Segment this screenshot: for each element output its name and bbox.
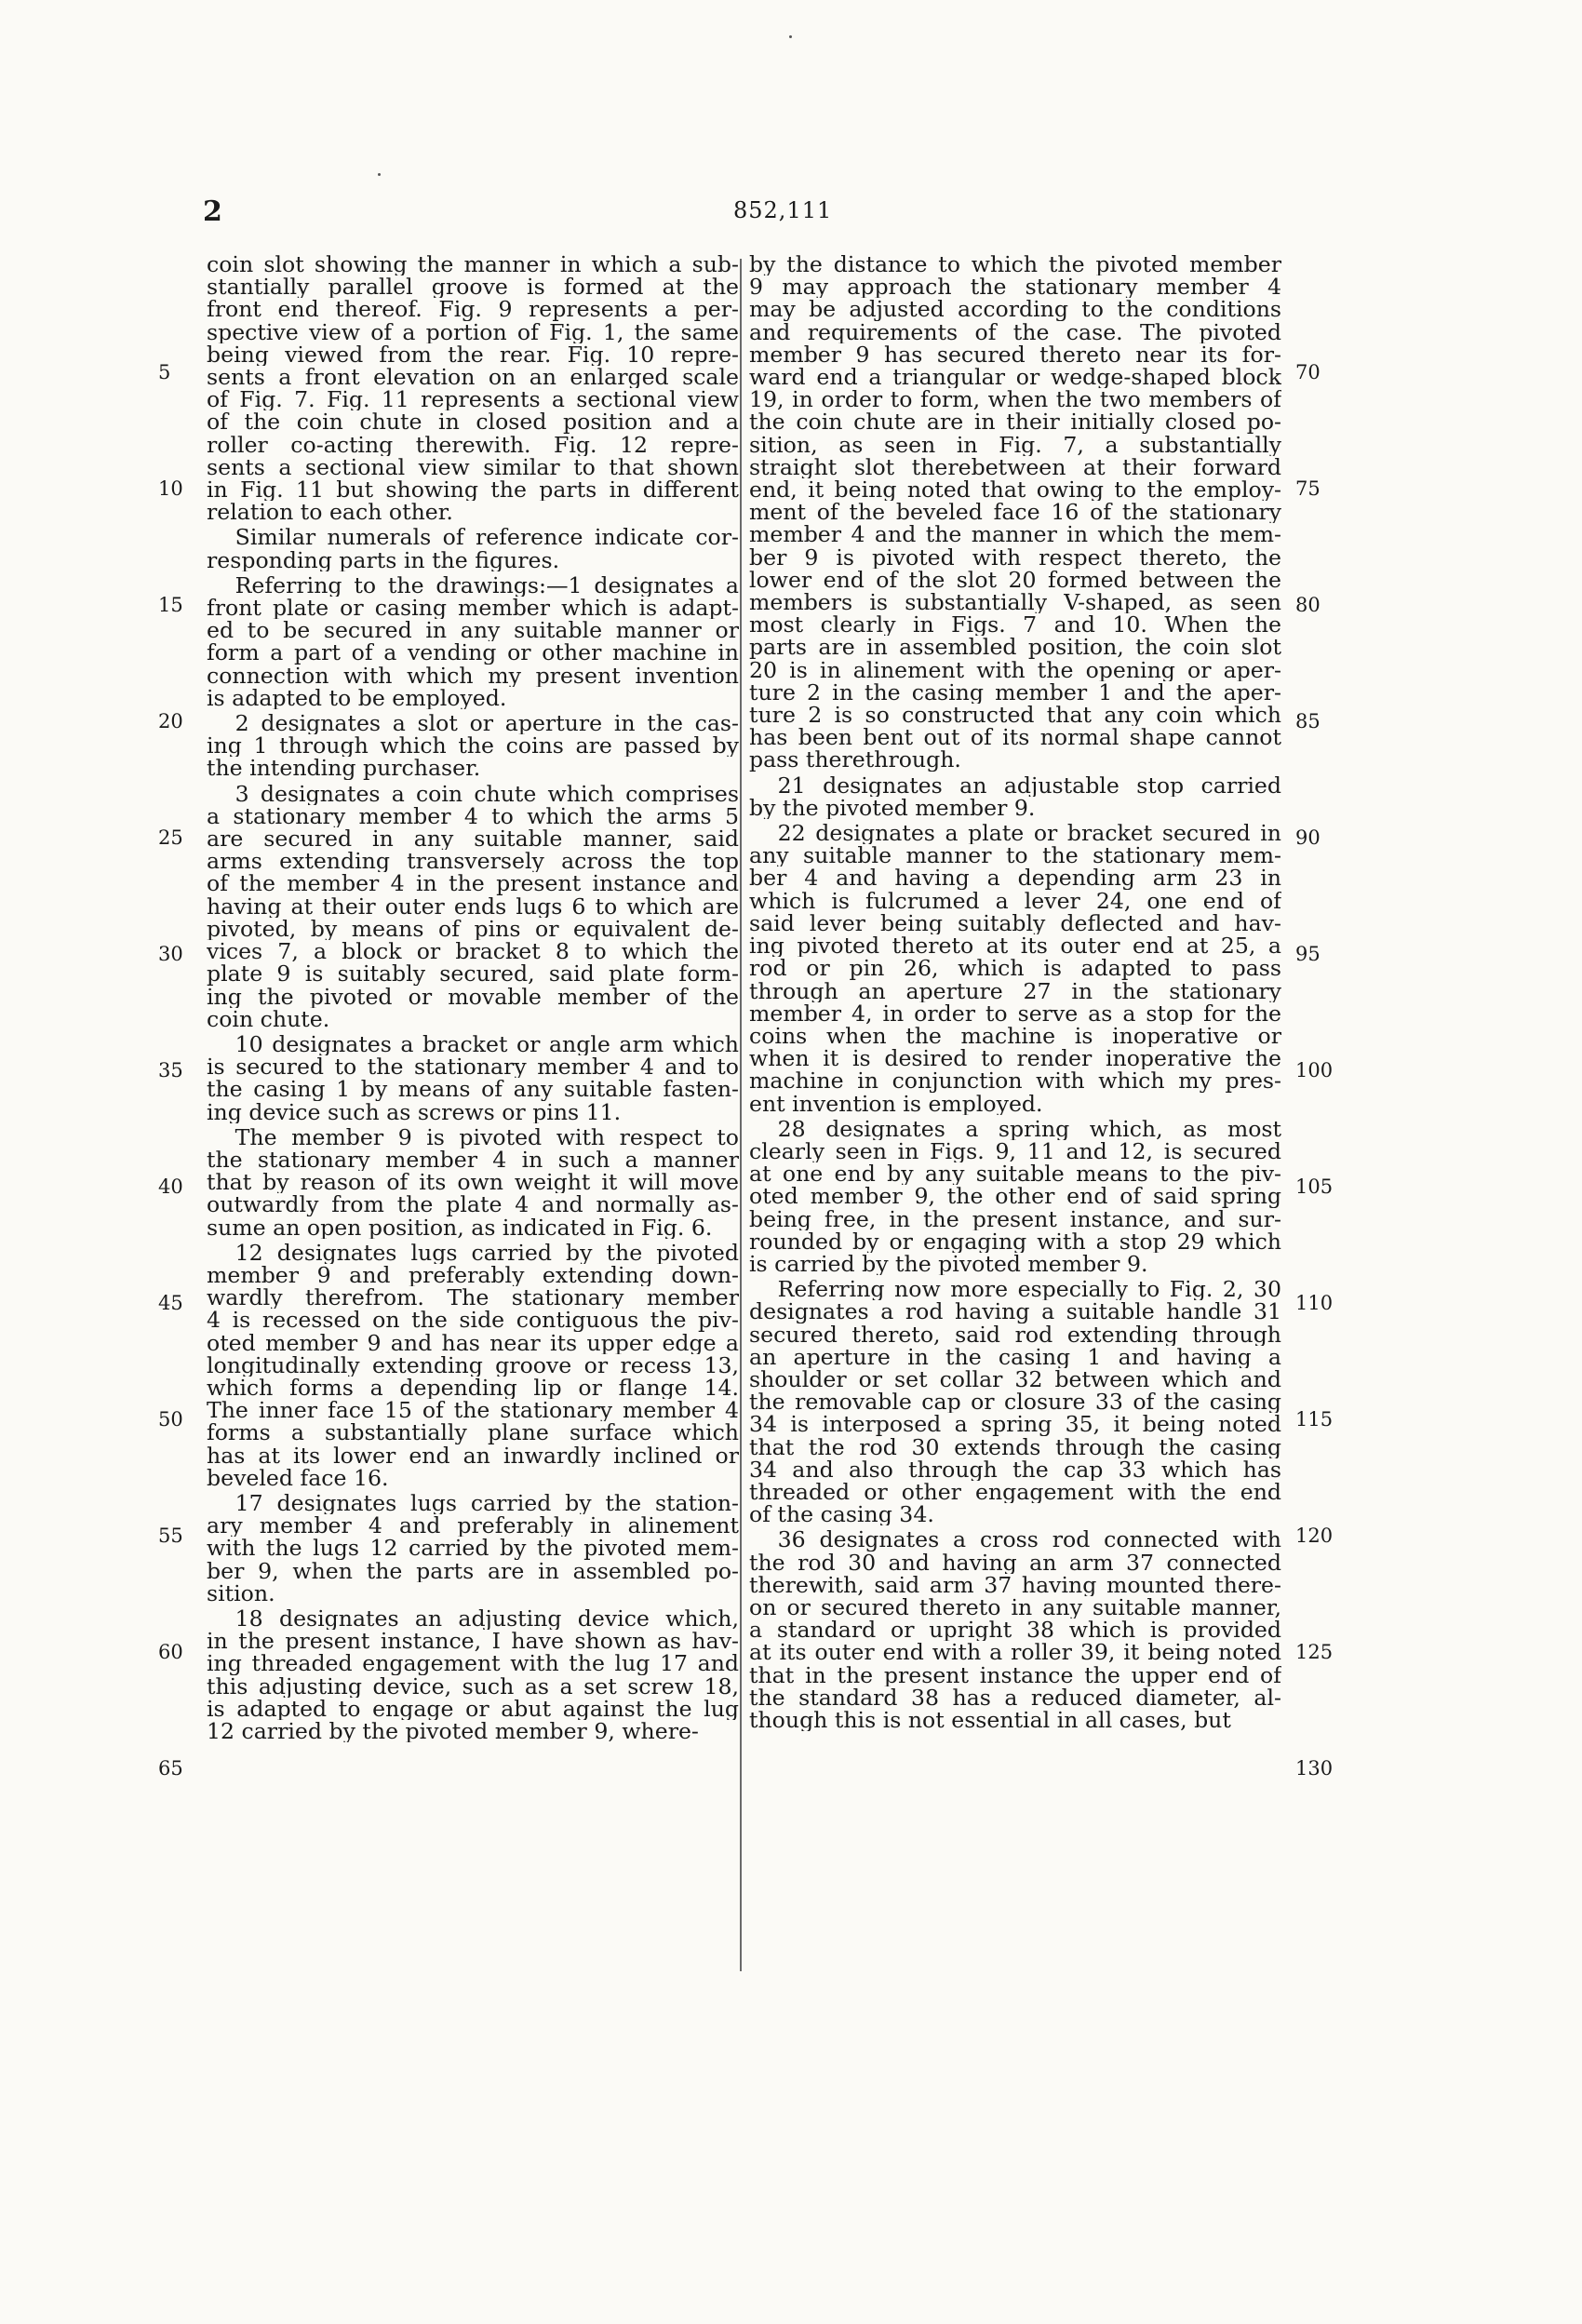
line-number: 70 (1295, 361, 1321, 383)
text-line: lower end of the slot 20 formed between the (749, 568, 1281, 592)
text-line: that by reason of its own weight it will move (207, 1171, 739, 1194)
text-line: the removable cap or closure 33 of the casing (749, 1390, 1281, 1414)
text-line: 9 may approach the stationary member 4 (749, 275, 1281, 299)
paragraph (207, 1492, 739, 1605)
text-line: of the coin chute in closed position and a (207, 410, 739, 434)
text-line: vices 7, a block or bracket 8 to which the (207, 940, 739, 963)
text-line: sents a sectional view similar to that shown (207, 455, 739, 479)
text-line: form a part of a vending or other machine in (207, 641, 739, 665)
text-line: sition, as seen in Fig. 7, a substantially (749, 433, 1281, 456)
text-line: oted member 9, the other end of said spring (749, 1185, 1281, 1208)
text-line: at one end by any suitable means to the piv- (749, 1162, 1281, 1186)
text-line: therewith, said arm 37 having mounted there- (749, 1573, 1281, 1596)
text-line: 4 is recessed on the side contiguous the piv- (207, 1309, 739, 1332)
text-line: the standard 38 has a reduced diameter, al- (749, 1686, 1281, 1709)
text-line: 3 designates a coin chute which comprises (235, 782, 739, 805)
text-line: secured thereto, said rod extending through (749, 1323, 1281, 1346)
paragraph (749, 1118, 1281, 1275)
text-line: 34 and also through the cap 33 which has (749, 1458, 1281, 1481)
text-line: roller co-acting therewith. Fig. 12 repre- (207, 433, 739, 456)
text-line: connection with which my present invention (207, 664, 739, 687)
text-line: the rod 30 and having an arm 37 connected (749, 1551, 1281, 1574)
text-line: ent invention is employed. (749, 1092, 1043, 1115)
text-line: in the present instance, I have shown as hav- (207, 1630, 739, 1653)
text-line: a stationary member 4 to which the arms 5 (207, 804, 739, 828)
line-number: 45 (158, 1292, 183, 1314)
text-line: the casing 1 by means of any suitable fasten- (207, 1078, 739, 1101)
line-number: 125 (1295, 1641, 1334, 1663)
text-line: which forms a depending lip or flange 14. (207, 1376, 739, 1400)
text-line: through an aperture 27 in the stationary (749, 979, 1281, 1002)
paragraph (207, 253, 739, 523)
text-line: 22 designates a plate or bracket secured in (777, 822, 1281, 845)
text-line: designates a rod having a suitable handle 31 (749, 1300, 1281, 1323)
paragraph (207, 1242, 739, 1489)
line-number: 10 (158, 477, 183, 500)
text-line: clearly seen in Figs. 9, 11 and 12, is secured (749, 1139, 1281, 1163)
line-number: 55 (158, 1525, 183, 1547)
line-number: 65 (158, 1757, 183, 1780)
text-line: ing device such as screws or pins 11. (207, 1100, 622, 1123)
text-line: 36 designates a cross rod connected with (777, 1528, 1281, 1552)
text-line: is secured to the stationary member 4 and to (207, 1055, 739, 1079)
text-line: ture 2 in the casing member 1 and the aper- (749, 680, 1281, 705)
text-line: ing threaded engagement with the lug 17 and (207, 1652, 739, 1675)
text-line: 12 carried by the pivoted member 9, where- (207, 1720, 699, 1743)
line-number: 20 (158, 710, 183, 732)
text-line: on or secured thereto in any suitable manner, (749, 1595, 1281, 1619)
paragraph (749, 1278, 1281, 1525)
text-line: sume an open position, as indicated in Fig. 6. (207, 1216, 713, 1239)
text-line: is adapted to engage or abut against the lug (207, 1697, 739, 1720)
text-line: is carried by the pivoted member 9. (749, 1252, 1148, 1276)
text-line: and requirements of the case. The pivoted (749, 320, 1281, 343)
text-line: outwardly from the plate 4 and normally as- (207, 1193, 739, 1216)
text-line: beveled face 16. (207, 1466, 389, 1489)
text-line: of Fig. 7. Fig. 11 represents a sectional view (207, 388, 739, 411)
text-line: spective view of a portion of Fig. 1, the same (207, 320, 739, 343)
text-line: ber 4 and having a depending arm 23 in (749, 866, 1281, 890)
text-line: this adjusting device, such as a set screw 18, (207, 1674, 739, 1698)
text-line: that the rod 30 extends through the casing (749, 1435, 1281, 1458)
text-line: a standard or upright 38 which is provided (749, 1619, 1281, 1642)
paragraph (207, 783, 739, 1030)
line-number: 60 (158, 1641, 183, 1663)
text-line: 10 designates a bracket or angle arm which (235, 1032, 739, 1056)
text-line: coin chute. (207, 1007, 330, 1030)
line-number: 5 (158, 361, 171, 383)
text-line: the coin chute are in their initially closed po- (749, 410, 1281, 434)
text-line: sents a front elevation on an enlarged scale (207, 366, 739, 389)
speck (378, 173, 381, 176)
text-line: longitudinally extending groove or recess 13, (207, 1353, 739, 1377)
paragraph (749, 822, 1281, 1115)
line-number: 40 (158, 1175, 183, 1198)
text-line: member 9 and preferably extending down- (207, 1263, 739, 1287)
text-line: plate 9 is suitably secured, said plate form- (207, 962, 739, 986)
text-line: by the pivoted member 9. (749, 796, 1036, 820)
text-line: ed to be secured in any suitable manner or (207, 619, 739, 642)
text-line: 28 designates a spring which, as most (777, 1117, 1281, 1140)
text-line: member 9 has secured thereto near its for- (749, 343, 1281, 367)
line-number: 100 (1295, 1059, 1334, 1081)
text-line: ber 9, when the parts are in assembled po- (207, 1559, 739, 1582)
text-line: rounded by or engaging with a stop 29 which (749, 1229, 1281, 1253)
text-line: ing 1 through which the coins are passed by (207, 734, 739, 758)
text-line: stantially parallel groove is formed at the (207, 275, 739, 299)
text-line: ber 9 is pivoted with respect thereto, the (749, 545, 1281, 569)
text-line: relation to each other. (207, 501, 453, 524)
text-line: front plate or casing member which is adapt- (207, 597, 739, 620)
text-line: shoulder or set collar 32 between which and (749, 1367, 1281, 1391)
text-line: ing the pivoted or movable member of the (207, 985, 739, 1008)
text-line: Similar numerals of reference indicate cor- (235, 526, 739, 549)
text-line: end, it being noted that owing to the employ- (749, 478, 1281, 502)
line-number: 120 (1295, 1525, 1334, 1547)
text-line: the stationary member 4 in such a manner (207, 1148, 739, 1172)
paragraph (207, 1126, 739, 1239)
text-line: responding parts in the figures. (207, 548, 560, 571)
column-divider (740, 259, 742, 1971)
right-column (749, 253, 1281, 1731)
text-line: ment of the beveled face 16 of the stationary (749, 501, 1281, 524)
line-number: 50 (158, 1408, 183, 1431)
paragraph (207, 1607, 739, 1742)
line-number: 110 (1295, 1292, 1334, 1314)
text-line: by the distance to which the pivoted member (749, 253, 1281, 276)
text-line: being free, in the present instance, and sur- (749, 1207, 1281, 1230)
text-line: rod or pin 26, which is adapted to pass (749, 957, 1281, 980)
text-line: 21 designates an adjustable stop carried (777, 773, 1281, 797)
text-line: 2 designates a slot or aperture in the cas- (235, 712, 739, 735)
text-line: any suitable manner to the stationary mem- (749, 844, 1281, 867)
line-number: 75 (1295, 477, 1321, 500)
text-line: ing pivoted thereto at its outer end at 25, a (749, 934, 1281, 958)
text-line: that in the present instance the upper end of (749, 1663, 1281, 1686)
text-line: 18 designates an adjusting device which, (235, 1606, 739, 1631)
line-number: 105 (1295, 1175, 1334, 1198)
text-line: The inner face 15 of the stationary member 4 (207, 1399, 739, 1422)
text-line: at its outer end with a roller 39, it being noted (749, 1641, 1281, 1664)
text-line: pass therethrough. (749, 748, 961, 772)
line-number: 35 (158, 1059, 183, 1081)
text-line: The member 9 is pivoted with respect to (235, 1125, 739, 1149)
line-number: 115 (1295, 1408, 1334, 1431)
text-line: front end thereof. Fig. 9 represents a per- (207, 298, 739, 321)
paragraph (207, 526, 739, 571)
text-line: arms extending transversely across the top (207, 850, 739, 873)
text-line: Referring now more especially to Fig. 2, 30 (777, 1278, 1281, 1301)
text-line: an aperture in the casing 1 and having a (749, 1345, 1281, 1368)
text-line: sition. (207, 1581, 275, 1605)
text-line: with the lugs 12 carried by the pivoted mem- (207, 1537, 739, 1560)
text-line: though this is not essential in all cases, but (749, 1709, 1231, 1732)
text-line: may be adjusted according to the conditions (749, 298, 1281, 321)
text-line: of the casing 34. (749, 1503, 934, 1526)
line-number: 85 (1295, 710, 1321, 732)
text-line: oted member 9 and has near its upper edge a (207, 1331, 739, 1354)
line-number: 95 (1295, 943, 1321, 965)
text-line: Referring to the drawings:—1 designates a (235, 573, 739, 598)
text-line: is adapted to be employed. (207, 686, 507, 710)
text-line: being viewed from the rear. Fig. 10 repre- (207, 343, 739, 367)
text-line: which is fulcrumed a lever 24, one end of (749, 889, 1281, 912)
text-line: 19, in order to form, when the two members of (749, 388, 1281, 411)
text-line: when it is desired to render inoperative the (749, 1047, 1281, 1070)
text-line: ary member 4 and preferably in alinement (207, 1514, 739, 1538)
line-number: 130 (1295, 1757, 1334, 1780)
text-line: member 4 and the manner in which the mem- (749, 523, 1281, 546)
text-line: the intending purchaser. (207, 757, 481, 780)
text-line: threaded or other engagement with the end (749, 1480, 1281, 1504)
text-line: wardly therefrom. The stationary member (207, 1286, 739, 1310)
page-number: 2 (203, 195, 222, 228)
text-line: has been bent out of its normal shape cannot (749, 726, 1281, 749)
line-number: 80 (1295, 594, 1321, 616)
text-line: machine in conjunction with which my pres- (749, 1069, 1281, 1093)
text-line: forms a substantially plane surface which (207, 1421, 739, 1444)
text-line: of the member 4 in the present instance and (207, 872, 739, 895)
text-line: ward end a triangular or wedge-shaped block (749, 366, 1281, 389)
paragraph (749, 774, 1281, 819)
text-line: pivoted, by means of pins or equivalent de- (207, 917, 739, 941)
text-line: most clearly in Figs. 7 and 10. When the (749, 613, 1281, 637)
text-line: in Fig. 11 but showing the parts in different (207, 478, 739, 502)
text-line: coins when the machine is inoperative or (749, 1024, 1281, 1048)
text-line: 20 is in alinement with the opening or aper- (749, 658, 1281, 681)
text-line: member 4, in order to serve as a stop for the (749, 1001, 1281, 1025)
text-line: coin slot showing the manner in which a sub- (207, 253, 739, 276)
paragraph (749, 253, 1281, 772)
paragraph (207, 1033, 739, 1123)
text-line: having at their outer ends lugs 6 to which are (207, 894, 739, 918)
line-number: 30 (158, 943, 183, 965)
line-number: 25 (158, 826, 183, 849)
text-line: has at its lower end an inwardly inclined or (207, 1444, 739, 1467)
text-line: ture 2 is so constructed that any coin which (749, 704, 1281, 727)
speck (789, 35, 792, 38)
text-line: said lever being suitably deflected and hav- (749, 911, 1281, 935)
text-line: 17 designates lugs carried by the station- (235, 1491, 739, 1515)
text-line: are secured in any suitable manner, said (207, 827, 739, 851)
line-number: 15 (158, 594, 183, 616)
patent-number: 852,111 (733, 197, 833, 223)
text-line: members is substantially V-shaped, as seen (749, 591, 1281, 614)
paragraph (207, 574, 739, 709)
text-line: 34 is interposed a spring 35, it being noted (749, 1413, 1281, 1436)
paragraph (749, 1528, 1281, 1731)
text-line: 12 designates lugs carried by the pivoted (235, 1241, 739, 1264)
left-column (207, 253, 739, 1742)
line-number: 90 (1295, 826, 1321, 849)
text-line: straight slot therebetween at their forward (749, 455, 1281, 479)
text-line: parts are in assembled position, the coin slot (749, 636, 1281, 659)
paragraph (207, 712, 739, 780)
